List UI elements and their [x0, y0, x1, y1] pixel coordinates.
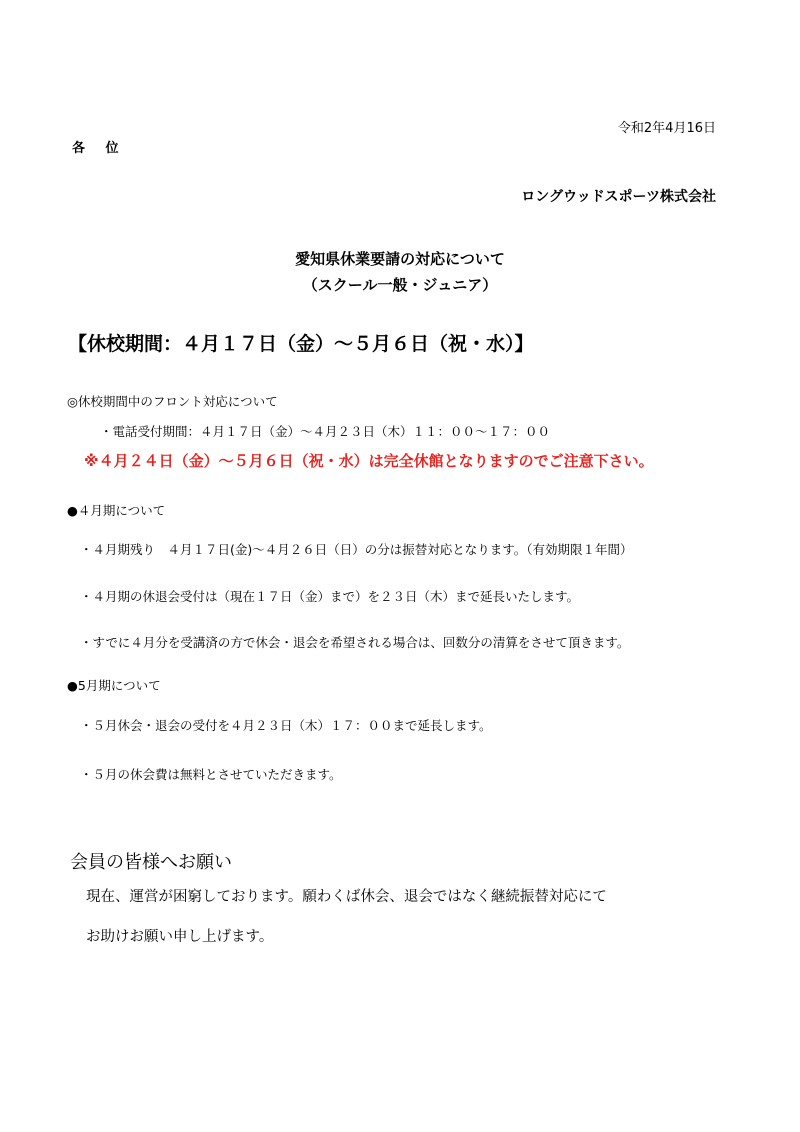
april-term-heading: ●４月期について: [67, 503, 166, 518]
request-line-2: お助けお願い申し上げます。: [86, 929, 274, 945]
april-bullet-refund: ・すでに４月分を受講済の方で休会・退会を希望される場合は、回数分の清算をさせて頂きます。: [80, 635, 630, 650]
may-bullet-free-fee: ・５月の休会費は無料とさせていただきます。: [80, 767, 342, 782]
april-bullet-makeup: ・４月期残り ４月１７日(金)～４月２６日（日）の分は振替対応となります。（有効期限１年間）: [80, 542, 633, 557]
addressee: 各 位: [72, 141, 127, 156]
document-subtitle: （スクール一般・ジュニア）: [302, 276, 498, 294]
document-title: 愛知県休業要請の対応について: [295, 250, 505, 268]
request-heading: 会員の皆様へお願い: [70, 852, 232, 873]
issue-date: 令和2年4月16日: [617, 121, 716, 136]
request-line-1: 現在、運営が困窮しております。願わくば休会、退会ではなく継続振替対応にて: [86, 889, 607, 905]
full-closure-warning: ※４月２４日（金）～５月６日（祝・水）は完全休館となりますのでご注意下さい。: [84, 452, 654, 470]
april-bullet-withdrawal: ・４月期の休退会受付は（現在１７日（金）まで）を２３日（木）まで延長いたします。: [80, 589, 580, 604]
front-desk-heading: ◎休校期間中のフロント対応について: [67, 394, 278, 409]
closure-period: 【休校期間：４月１７日（金）～５月６日（祝・水）】: [68, 333, 534, 355]
may-bullet-extension: ・５月休会・退会の受付を４月２３日（木）１７：００まで延長します。: [80, 718, 492, 733]
may-term-heading: ●5月期について: [67, 678, 161, 693]
company-name: ロングウッドスポーツ株式会社: [521, 189, 716, 205]
phone-reception-period: ・電話受付期間：４月１７日（金）～４月２３日（木）１１：００～１７：００: [100, 424, 551, 439]
